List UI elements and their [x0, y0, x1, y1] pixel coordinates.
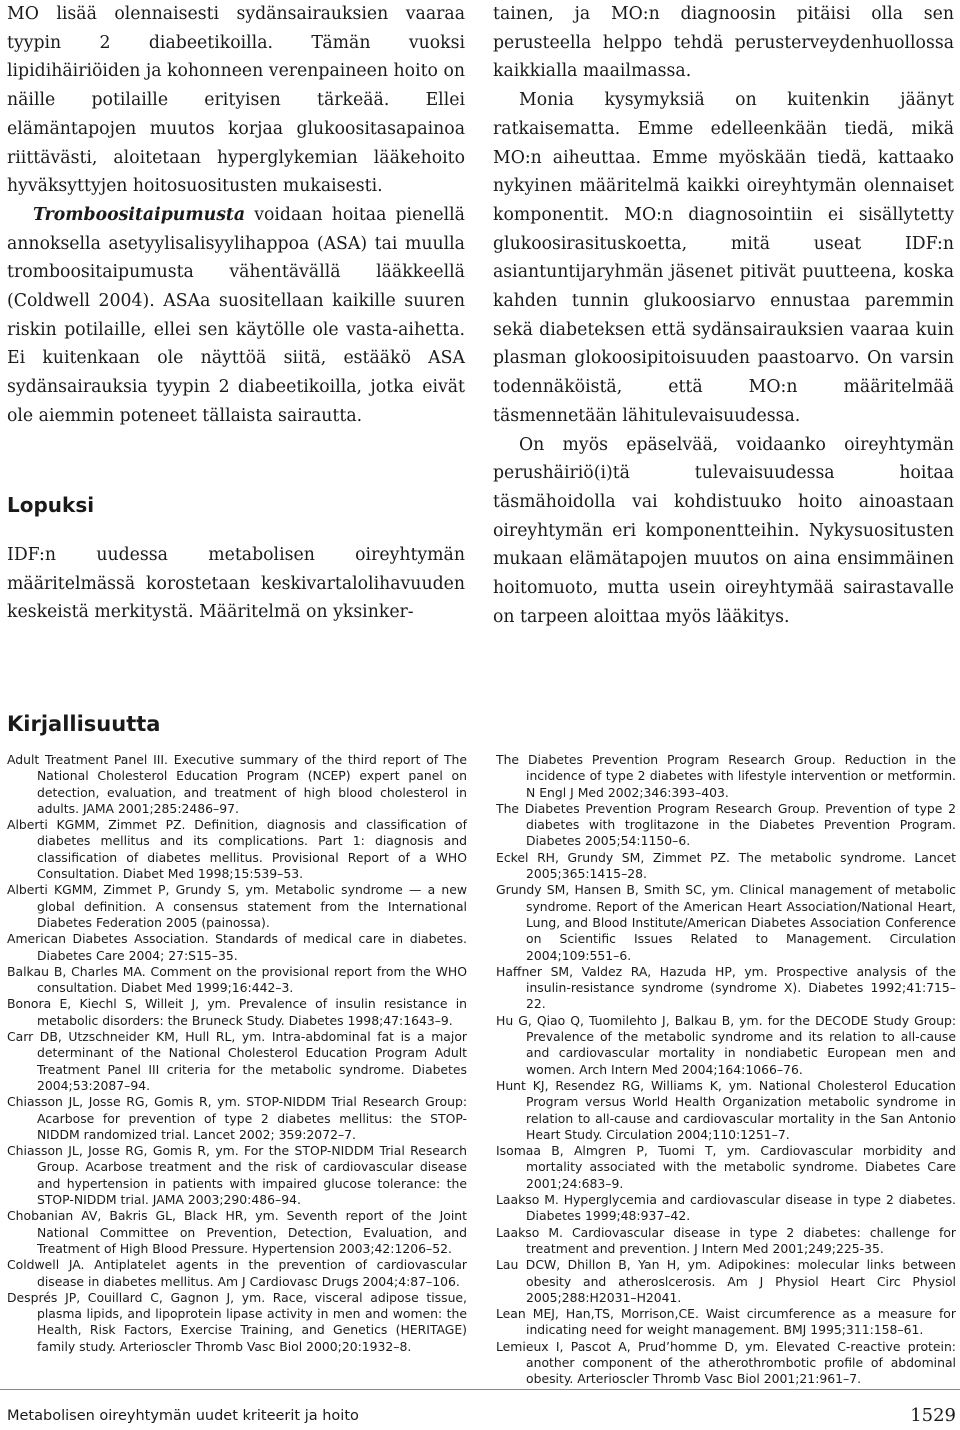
reference-item: Chiasson JL, Josse RG, Gomis R, ym. STOP-NIDDM Trial Research Group: Acarbose for prevention of type 2 diabetes mellitus: the STOP-NIDDM randomized trial. Lancet 2002; 359:2072–7. — [7, 1094, 467, 1142]
reference-item: Coldwell JA. Antiplatelet agents in the prevention of cardiovascular disease in diabetes mellitus. Am J Cardiovasc Drugs 2004;4:87–106. — [7, 1257, 467, 1289]
reference-item: Haffner SM, Valdez RA, Hazuda HP, ym. Prospective analysis of the insulin-resistance syndrome (syndrome X). Diabetes 1992;41:715–22. — [496, 963, 956, 1012]
section-heading-lopuksi: Lopuksi — [7, 493, 95, 517]
term-tromboositaipumusta: Tromboositaipumusta — [33, 204, 246, 225]
reference-item: Alberti KGMM, Zimmet P, Grundy S, ym. Metabolic syndrome — a new global definition. A consensus statement from the International Diabetes Federation 2005 (painossa). — [7, 882, 467, 930]
references-heading: Kirjallisuutta — [7, 712, 161, 736]
paragraph-lopuksi: IDF:n uudessa metabolisen oireyhtymän määritelmässä korostetaan keskivartalolihavuuden keskeistä merkitystä. Määritelmä on yksinker- — [7, 545, 465, 623]
reference-list-right — [496, 752, 956, 1388]
reference-item: Balkau B, Charles MA. Comment on the provisional report from the WHO consultation. Diabet Med 1999;16:442–3. — [7, 963, 467, 996]
paragraph-treatment: On myös epäselvää, voidaanko oireyhtymän perushäiriö(i)tä tulevaisuudessa hoitaa täsmähoidolla vai kohdistuuko hoito ainoastaan oireyhtymän eri komponentteihin. Nykysuositusten mukaan elämätapojen muutos on aina ensimmäinen hoitomuoto, mutta usein oireyhtymää sairastavalle on tarpeen aloittaa myös lääkitys. — [493, 434, 954, 627]
footer-divider — [0, 1389, 960, 1390]
reference-item: Lean MEJ, Han,TS, Morrison,CE. Waist circumference as a measure for indicating need for weight management. BMJ 1995;311:158–61. — [496, 1306, 956, 1338]
reference-item: Carr DB, Utzschneider KM, Hull RL, ym. Intra-abdominal fat is a major determinant of the National Cholesterol Education Program Adult Treatment Panel III criteria for the metabolic syndrome. Diabetes 2004;53:2087–94. — [7, 1029, 467, 1093]
reference-item: Alberti KGMM, Zimmet PZ. Definition, diagnosis and classification of diabetes mellitus and its complications. Part 1: diagnosis and classification of diabetes mellitus. Provisional Report of a WHO Consultation. Diabet Med 1998;15:539–53. — [7, 817, 467, 882]
paragraph-diagnosis-easy: tainen, ja MO:n diagnoosin pitäisi olla sen perusteella helppo tehdä perusterveydenhuollossa kaikkialla maailmassa. — [493, 4, 954, 82]
reference-item: Lau DCW, Dhillon B, Yan H, ym. Adipokines: molecular links between obesity and atheroslcerosis. Am J Physiol Heart Circ Physiol 2005;288:H2031–H2041. — [496, 1257, 956, 1305]
reference-item: Després JP, Couillard C, Gagnon J, ym. Race, visceral adipose tissue, plasma lipids, and lipoprotein lipase activity in men and women: the Health, Risk Factors, Exercise Training, and Genetics (HERITAGE) family study. Arterioscler Thromb Vasc Biol 2000;20:1932–8. — [7, 1289, 467, 1354]
reference-item: The Diabetes Prevention Program Research Group. Reduction in the incidence of type 2 diabetes with lifestyle intervention or metformin. N Engl J Med 2002;346:393–403. — [496, 752, 956, 800]
left-text-column — [7, 0, 465, 431]
paragraph-md-risk: MO lisää olennaisesti sydänsairauksien vaaraa tyypin 2 diabeetikoilla. Tämän vuoksi lipidihäiriöiden ja kohonneen verenpaineen hoito on näille potilaille erityisen tärkeää. Ellei elämäntapojen muutos korjaa glukoositasapainoa riittävästi, aloitetaan hyperglykemian lääkehoito hyväksyttyjen hoitosuositusten mukaisesti. — [7, 4, 465, 197]
right-text-column — [493, 0, 954, 631]
paragraph-thrombosis — [7, 201, 465, 431]
reference-item: Laakso M. Cardiovascular disease in type 2 diabetes: challenge for treatment and prevention. J Intern Med 2001;249;225-35. — [496, 1224, 956, 1256]
reference-item: Grundy SM, Hansen B, Smith SC, ym. Clinical management of metabolic syndrome. Report of the American Heart Association/National Heart, Lung, and Blood Institute/American Diabetes Association Conference on Scientific Issues Related to Management. Circulation 2004;109:551–6. — [496, 882, 956, 963]
reference-item: The Diabetes Prevention Program Research Group. Prevention of type 2 diabetes with troglitazone in the Diabetes Prevention Program. Diabetes 2005;54:1150–6. — [496, 800, 956, 849]
reference-item: American Diabetes Association. Standards of medical care in diabetes. Diabetes Care 2004; 27:S15–35. — [7, 931, 467, 963]
reference-item: Hunt KJ, Resendez RG, Williams K, ym. National Cholesterol Education Program versus World Health Organization metabolic syndrome in relation to all-cause and cardiovascular mortality in the San Antonio Heart Study. Circulation 2004;110:1251–7. — [496, 1077, 956, 1142]
reference-item: Hu G, Qiao Q, Tuomilehto J, Balkau B, ym. for the DECODE Study Group: Prevalence of the metabolic syndrome and its relation to all-cause and cardiovascular mortality in nondiabetic European men and women. Arch Intern Med 2004;164:1066–76. — [496, 1012, 956, 1077]
footer-running-title: Metabolisen oireyhtymän uudet kriteerit ja hoito — [7, 1408, 359, 1424]
reference-item: Chiasson JL, Josse RG, Gomis R, ym. For the STOP-NIDDM Trial Research Group. Acarbose treatment and the risk of cardiovascular disease and hypertension in patients with impaired glucose tolerance: the STOP-NIDDM trial. JAMA 2003;290:486–94. — [7, 1143, 467, 1208]
reference-item: Eckel RH, Grundy SM, Zimmet PZ. The metabolic syndrome. Lancet 2005;365:1415–28. — [496, 849, 956, 882]
paragraph-thrombosis-text: voidaan hoitaa pienellä annoksella asetyylisalisyylihappoa (ASA) tai muulla tromboositaipumusta vähentävällä lääkkeellä (Coldwell 2004). ASAa suositellaan kaikille suuren riskin potilaille, ellei sen käytölle ole vasta-aihetta. Ei kuitenkaan ole näyttöä siitä, estääkö ASA sydänsairauksia tyypin 2 diabeetikoilla, jotka eivät ole aiemmin poteneet tällaista sairautta. — [7, 204, 465, 426]
reference-item: Bonora E, Kiechl S, Willeit J, ym. Prevalence of insulin resistance in metabolic disorders: the Bruneck Study. Diabetes 1998;47:1643–9. — [7, 996, 467, 1028]
reference-list-left — [7, 752, 467, 1355]
reference-item: Isomaa B, Almgren P, Tuomi T, ym. Cardiovascular morbidity and mortality associated with the metabolic syndrome. Diabetes Care 2001;24:683–9. — [496, 1143, 956, 1191]
reference-item: Lemieux I, Pascot A, Prud’homme D, ym. Elevated C-reactive protein: another component of the atherothrombotic profile of abdominal obesity. Arterioscler Thromb Vasc Biol 2001;21:961–7. — [496, 1338, 956, 1387]
reference-item: Laakso M. Hyperglycemia and cardiovascular disease in type 2 diabetes. Diabetes 1999;48:937–42. — [496, 1192, 956, 1224]
reference-item: Chobanian AV, Bakris GL, Black HR, ym. Seventh report of the Joint National Committee on Prevention, Detection, Evaluation, and Treatment of High Blood Pressure. Hypertension 2003;42:1206–52. — [7, 1208, 467, 1256]
reference-item: Adult Treatment Panel III. Executive summary of the third report of The National Cholesterol Education Program (NCEP) expert panel on detection, evaluation, and treatment of high blood cholesterol in adults. JAMA 2001;285:2486–97. — [7, 752, 467, 816]
paragraph-open-questions: Monia kysymyksiä on kuitenkin jäänyt ratkaisematta. Emme edelleenkään tiedä, mikä MO:n aiheuttaa. Emme myöskään tiedä, kattaako nykyinen määritelmä kaikki oireyhtymän olennaiset komponentit. MO:n diagnosointiin ei sisällytetty glukoosirasituskoetta, mitä useat IDF:n asiantuntijaryhmän jäsenet pitivät puutteena, koska kahden tunnin glukoosiarvo ennustaa paremmin sekä diabeteksen että sydänsairauksien vaaraa kuin plasman glokoosipitoisuuden paastoarvo. On varsin todennäköistä, että MO:n määritelmää täsmennetään lähitulevaisuudessa. — [493, 90, 954, 426]
page-number: 1529 — [910, 1405, 956, 1426]
